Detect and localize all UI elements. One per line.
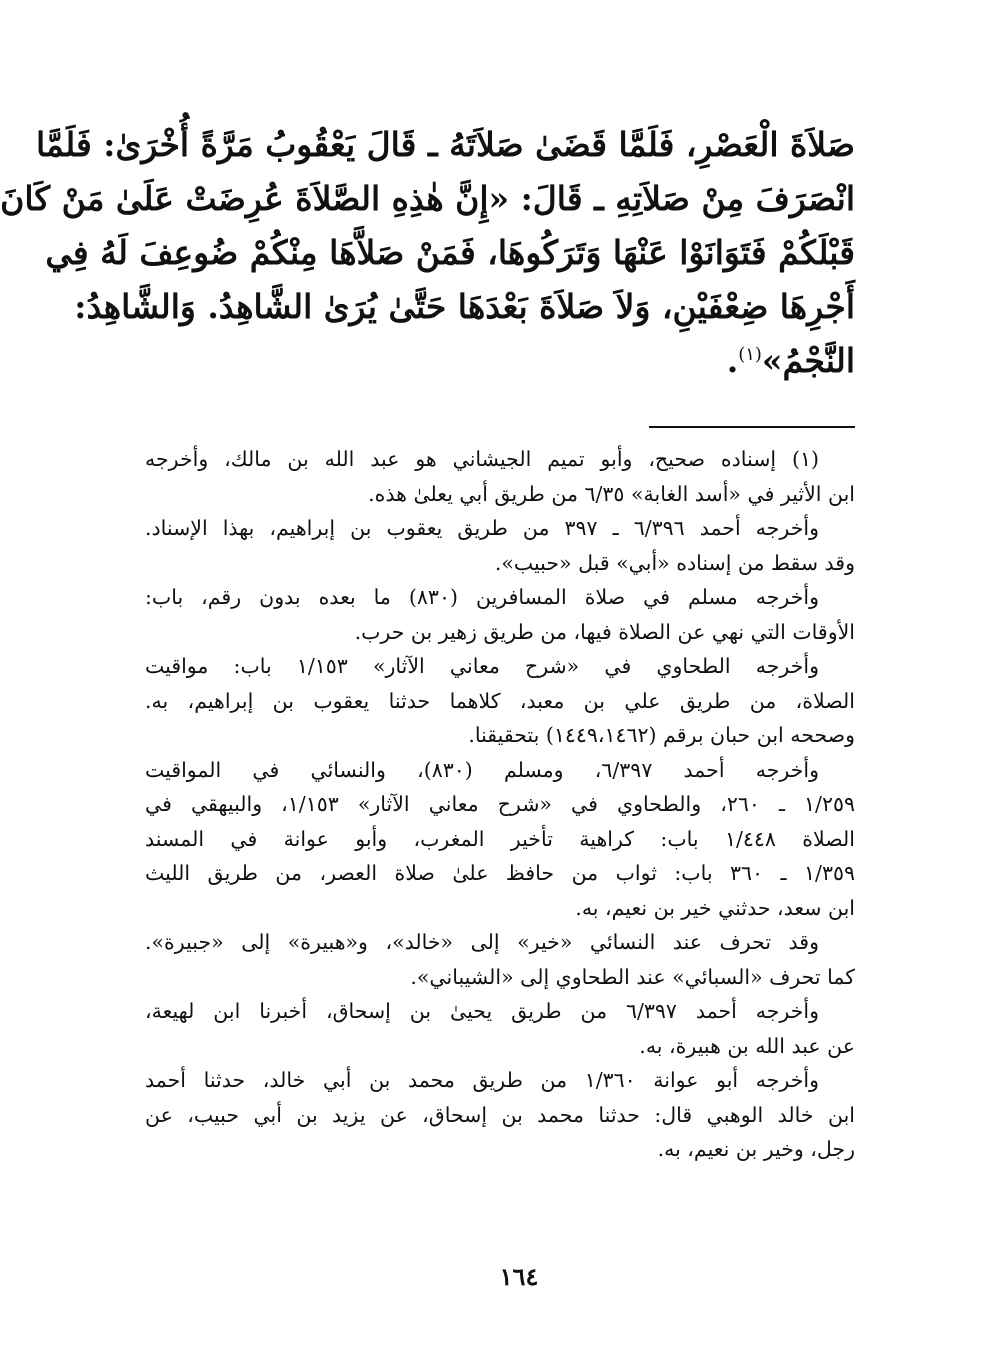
footnote-line: وأخرجه أحمد ٦/٣٩٧ من طريق يحيىٰ بن إسحاق، أخبرنا ابن لهيعة، xyxy=(145,999,819,1023)
main-text-line: قَبْلَكُمْ فَتَوَانَوْا عَنْهَا وَتَرَكُوهَا، فَمَنْ صَلاَّهَا مِنْكُمْ ضُوعِفَ لَهُ فِي xyxy=(45,233,855,272)
footnote-paragraph xyxy=(145,580,855,649)
page-number: ١٦٤ xyxy=(499,1262,539,1291)
footnote-paragraph xyxy=(145,511,855,580)
footnote-line: كما تحرف «السبائي» عند الطحاوي إلى «الشيباني». xyxy=(410,964,855,989)
footnote-reference: (١) xyxy=(738,344,762,365)
footnote-line: وأخرجه الطحاوي في «شرح معاني الآثار» ١/١٥٣ باب: مواقيت xyxy=(145,654,819,678)
footnote-line: ١/٣٥٩ ـ ٣٦٠ باب: ثواب من حافظ علىٰ صلاة العصر، من طريق الليث xyxy=(145,861,855,885)
footnote-paragraph xyxy=(145,649,855,753)
footnote-separator xyxy=(649,426,855,428)
main-text-line: أَجْرِهَا ضِعْفَيْنِ، وَلاَ صَلاَةَ بَعْدَهَا حَتَّىٰ يُرَىٰ الشَّاهِدُ. وَالشَّاهِدُ: xyxy=(74,287,855,326)
end-mark: . xyxy=(726,341,739,380)
main-text-line: انْصَرَفَ مِنْ صَلاَتِهِ ـ قَالَ: «إِنَّ هٰذِهِ الصَّلاَةَ عُرِضَتْ عَلَىٰ مَنْ كَانَ xyxy=(0,179,855,218)
footnote-line: الصلاة ١/٤٤٨ باب: كراهية تأخير المغرب، وأبو عوانة في المسند xyxy=(145,826,855,851)
footnote-line: وصححه ابن حبان برقم (١٤٤٩،١٤٦٢) بتحقيقنا. xyxy=(468,723,855,747)
footnote-line: ابن خالد الوهبي قال: حدثنا محمد بن إسحاق، عن يزيد بن أبي حبيب، عن xyxy=(145,1102,855,1127)
footnote-paragraph xyxy=(145,442,855,511)
footnote-line: ١/٢٥٩ ـ ٢٦٠، والطحاوي في «شرح معاني الآثار» ١/١٥٣، والبيهقي في xyxy=(145,792,855,816)
footnote-paragraph xyxy=(145,753,855,926)
footnote-line: ابن سعد، حدثني خير بن نعيم، به. xyxy=(575,895,855,920)
footnote-line: وأخرجه أحمد ٦/٣٩٦ ـ ٣٩٧ من طريق يعقوب بن إبراهيم، بهذا الإسناد. xyxy=(145,516,819,540)
footnotes xyxy=(145,442,855,1167)
footnote-paragraph xyxy=(145,1063,855,1167)
footnote-paragraph xyxy=(145,994,855,1063)
footnote-line: الصلاة، من طريق علي بن معبد، كلاهما حدثنا يعقوب بن إبراهيم، به. xyxy=(145,688,855,713)
page-content xyxy=(0,118,855,1167)
main-text-last-words: النَّجْمُ» xyxy=(761,341,855,380)
main-text-line xyxy=(145,334,855,388)
footnote-line: وقد سقط من إسناده «أبي» قبل «حبيب». xyxy=(494,550,855,575)
footnote-line: عن عبد الله بن هبيرة، به. xyxy=(639,1033,855,1058)
footnote-line: (١) إسناده صحيح، وأبو تميم الجيشاني هو عبد الله بن مالك، وأخرجه xyxy=(145,447,819,471)
footnote-line: وأخرجه أبو عوانة ١/٣٦٠ من طريق محمد بن أبي خالد، حدثنا أحمد xyxy=(145,1068,819,1092)
main-text-line: صَلاَةَ الْعَصْرِ، فَلَمَّا قَضَىٰ صَلاَتَهُ ـ قَالَ يَعْقُوبُ مَرَّةً أُخْرَىٰ: فَلَمَّا xyxy=(35,125,855,164)
footnote-line: الأوقات التي نهي عن الصلاة فيها، من طريق زهير بن حرب. xyxy=(354,619,855,644)
footnote-line: رجل، وخير بن نعيم، به. xyxy=(657,1137,855,1161)
footnote-line: وأخرجه أحمد ٦/٣٩٧، ومسلم (٨٣٠)، والنسائي في المواقيت xyxy=(145,757,819,782)
footnote-line: وأخرجه مسلم في صلاة المسافرين (٨٣٠) ما بعده بدون رقم، باب: xyxy=(145,585,819,609)
footnote-line: وقد تحرف عند النسائي «خير» إلى «خالد»، و«هبيرة» إلى «جبيرة». xyxy=(145,930,819,954)
footnote-paragraph xyxy=(145,925,855,994)
footnote-line: ابن الأثير في «أسد الغابة» ٦/٣٥ من طريق أبي يعلىٰ هذه. xyxy=(368,481,855,506)
main-text xyxy=(0,118,855,388)
